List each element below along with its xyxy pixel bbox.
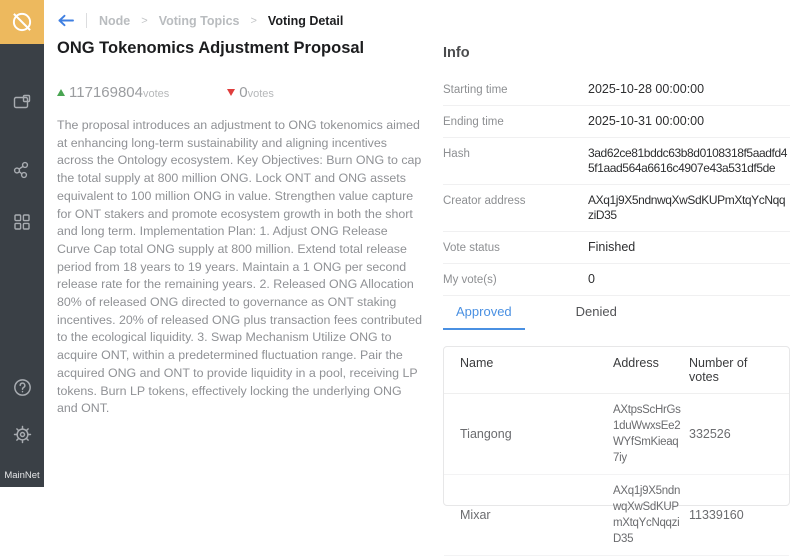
table-header bbox=[444, 347, 789, 394]
downvote-count bbox=[227, 84, 274, 101]
table-row[interactable] bbox=[444, 394, 789, 475]
node-name: Tiangong bbox=[460, 427, 512, 441]
downvote-number: 0 bbox=[239, 84, 248, 101]
column-header-number-of-votes: Number of votes bbox=[689, 356, 748, 384]
creator-address-value: AXq1j9X5ndnwqXwSdKUPmXtqYcNqqziD35 bbox=[588, 193, 786, 222]
info-label: Creator address bbox=[443, 195, 526, 207]
info-row-ending-time bbox=[443, 106, 790, 138]
info-row-hash bbox=[443, 138, 790, 185]
ontology-logo[interactable] bbox=[0, 0, 44, 44]
breadcrumb-divider bbox=[86, 13, 87, 28]
info-label: Ending time bbox=[443, 116, 504, 128]
info-row-my-votes bbox=[443, 264, 790, 296]
table-row[interactable] bbox=[444, 475, 789, 556]
info-label: Starting time bbox=[443, 84, 508, 96]
approved-votes-table bbox=[443, 346, 790, 545]
tab-approved[interactable]: Approved bbox=[443, 304, 525, 330]
node-icon[interactable] bbox=[0, 160, 44, 180]
my-votes-value: 0 bbox=[588, 272, 595, 286]
vote-status-value: Finished bbox=[588, 240, 636, 254]
ending-time-value: 2025-10-31 00:00:00 bbox=[588, 114, 705, 128]
upvote-triangle-icon bbox=[57, 89, 65, 96]
chevron-right-icon: > bbox=[250, 14, 257, 27]
chevron-right-icon: > bbox=[141, 14, 148, 27]
page-title: ONG Tokenomics Adjustment Proposal bbox=[57, 39, 365, 57]
starting-time-value: 2025-10-28 00:00:00 bbox=[588, 82, 705, 96]
info-row-vote-status bbox=[443, 232, 790, 264]
upvote-unit: votes bbox=[142, 88, 170, 100]
column-header-address: Address bbox=[613, 356, 659, 370]
downvote-triangle-icon bbox=[227, 89, 235, 96]
wallet-icon[interactable] bbox=[0, 92, 44, 112]
upvote-count bbox=[57, 84, 169, 101]
node-address: AXq1j9X5ndnwqXwSdKUPmXtqYcNqqziD35 bbox=[613, 485, 681, 545]
info-rows bbox=[443, 74, 790, 296]
proposal-description: The proposal introduces an adjustment to ONG tokenomics aimed at enhancing long-term sustainability and aligning incentives across the Ontology ecosystem. Key Objectives: Burn ONG to cap the total supply at 800 million ONG. Lock ONT and ONG assets equivalent to 100 million ONG in value. Strengthen value capture for ONT stakers and promote ecosystem growth in both the short and long term. Implementation Plan: 1. Adjust ONG Release Curve Cap total ONG supply at 800 million. Extend total release period from 18 years to 19 years. Maintain a 1 ONG per second release rate for the remaining years. 2. Released ONG Allocation 80% of released ONG directed to governance as ONT staking incentives. 20% of released ONG plus transaction fees contributed to the ecological liquidity. 3. Swap Mechanism Utilize ONG to acquire ONT, within a predetermined fluctuation range. Pair the acquired ONG and ONT to provide liquidity in a pool, receiving LP tokens. Burn LP tokens, effectively locking the underlying ONG and ONT. bbox=[57, 118, 423, 416]
node-votes: 11339160 bbox=[689, 508, 744, 522]
sidebar bbox=[0, 0, 44, 487]
node-name: Mixar bbox=[460, 508, 491, 522]
downvote-unit: votes bbox=[247, 88, 274, 100]
gear-icon[interactable] bbox=[0, 424, 44, 445]
hash-value: 3ad62ce81bddc63b8d0108318f5aadfd45f1aad564a6616c4907e43a531df5de bbox=[588, 146, 788, 175]
ontology-logo-icon bbox=[9, 9, 35, 35]
upvote-number: 117169804 bbox=[69, 84, 143, 101]
breadcrumb bbox=[57, 13, 343, 28]
info-heading: Info bbox=[443, 45, 470, 61]
info-label: Hash bbox=[443, 148, 470, 160]
grid-icon[interactable] bbox=[0, 212, 44, 232]
tab-denied[interactable]: Denied bbox=[575, 304, 617, 319]
help-icon[interactable] bbox=[0, 377, 44, 398]
vote-result-tabs bbox=[443, 304, 630, 330]
back-arrow-icon[interactable] bbox=[57, 14, 75, 27]
info-row-creator-address bbox=[443, 185, 790, 232]
node-address: AXtpsScHrGs1duWwxsEe2WYfSmKieaq7iy bbox=[613, 404, 681, 464]
info-label: Vote status bbox=[443, 242, 500, 254]
info-row-starting-time bbox=[443, 74, 790, 106]
column-header-name: Name bbox=[460, 356, 494, 370]
breadcrumb-item-voting-detail: Voting Detail bbox=[267, 13, 344, 28]
breadcrumb-item-node[interactable]: Node bbox=[99, 13, 131, 28]
vote-summary bbox=[57, 84, 274, 101]
breadcrumb-item-voting-topics[interactable]: Voting Topics bbox=[158, 13, 240, 28]
network-label: MainNet bbox=[4, 470, 40, 481]
node-votes: 332526 bbox=[689, 427, 731, 441]
info-label: My vote(s) bbox=[443, 274, 497, 286]
